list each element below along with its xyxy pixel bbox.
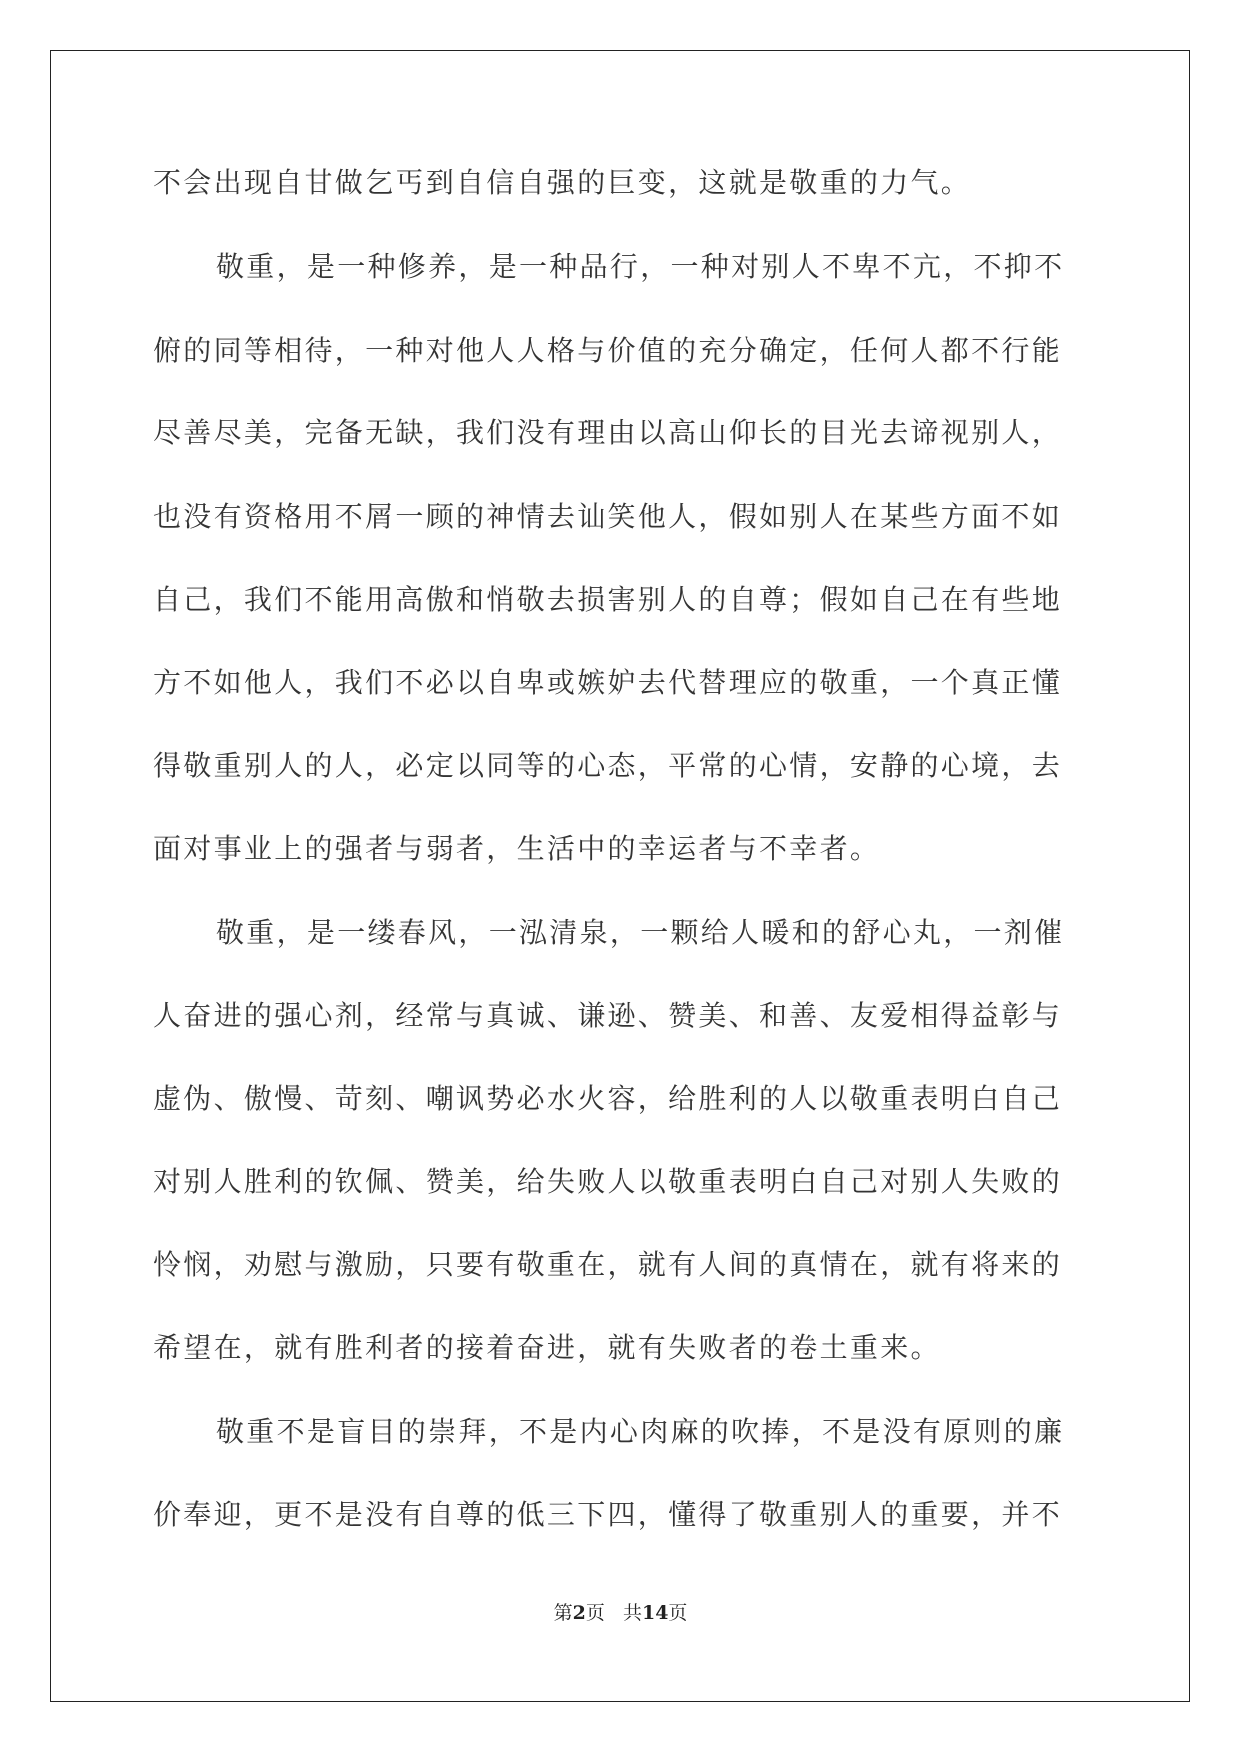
- text-line: 希望在，就有胜利者的接着奋进，就有失败者的卷土重来。: [153, 1331, 941, 1364]
- paragraph-start-line: 敬重，是一缕春风，一泓清泉，一颗给人暖和的舒心丸，一剂催: [216, 916, 1065, 949]
- footer-prefix: 第: [553, 1602, 573, 1624]
- page-footer: [0, 1598, 1241, 1625]
- footer-total-prefix: 共: [622, 1602, 642, 1624]
- text-line: 面对事业上的强者与弱者，生活中的幸运者与不幸者。: [153, 832, 881, 865]
- text-line: 也没有资格用不屑一顾的神情去讪笑他人，假如别人在某些方面不如: [153, 500, 1063, 533]
- paragraph-start-line: 敬重不是盲目的崇拜，不是内心肉麻的吹捧，不是没有原则的廉: [216, 1415, 1065, 1448]
- current-page-number: 2: [572, 1602, 586, 1624]
- text-line: 对别人胜利的钦佩、赞美，给失败人以敬重表明白自己对别人失败的: [153, 1165, 1063, 1198]
- footer-total-suffix: 页: [668, 1602, 688, 1624]
- text-line: 自己，我们不能用高傲和悄敬去损害别人的自尊；假如自己在有些地: [153, 583, 1063, 616]
- footer-page-suffix: 页: [585, 1602, 605, 1624]
- total-page-count: 14: [641, 1602, 669, 1624]
- text-line: 不会出现自甘做乞丐到自信自强的巨变，这就是敬重的力气。: [153, 166, 972, 199]
- text-line: 尽善尽美，完备无缺，我们没有理由以高山仰长的目光去谛视别人，: [153, 416, 1063, 449]
- text-line: 方不如他人，我们不必以自卑或嫉妒去代替理应的敬重，一个真正懂: [153, 666, 1063, 699]
- text-line: 人奋进的强心剂，经常与真诚、谦逊、赞美、和善、友爱相得益彰与: [153, 999, 1063, 1032]
- text-line: 虚伪、傲慢、苛刻、嘲讽势必水火容，给胜利的人以敬重表明白自己: [153, 1082, 1063, 1115]
- text-line: 价奉迎，更不是没有自尊的低三下四，懂得了敬重别人的重要，并不: [153, 1498, 1063, 1531]
- paragraph-start-line: 敬重，是一种修养，是一种品行，一种对别人不卑不亢，不抑不: [216, 250, 1065, 283]
- text-line: 得敬重别人的人，必定以同等的心态，平常的心情，安静的心境，去: [153, 749, 1063, 782]
- text-line: 怜悯，劝慰与激励，只要有敬重在，就有人间的真情在，就有将来的: [153, 1248, 1063, 1281]
- text-line: 俯的同等相待，一种对他人人格与价值的充分确定，任何人都不行能: [153, 334, 1063, 367]
